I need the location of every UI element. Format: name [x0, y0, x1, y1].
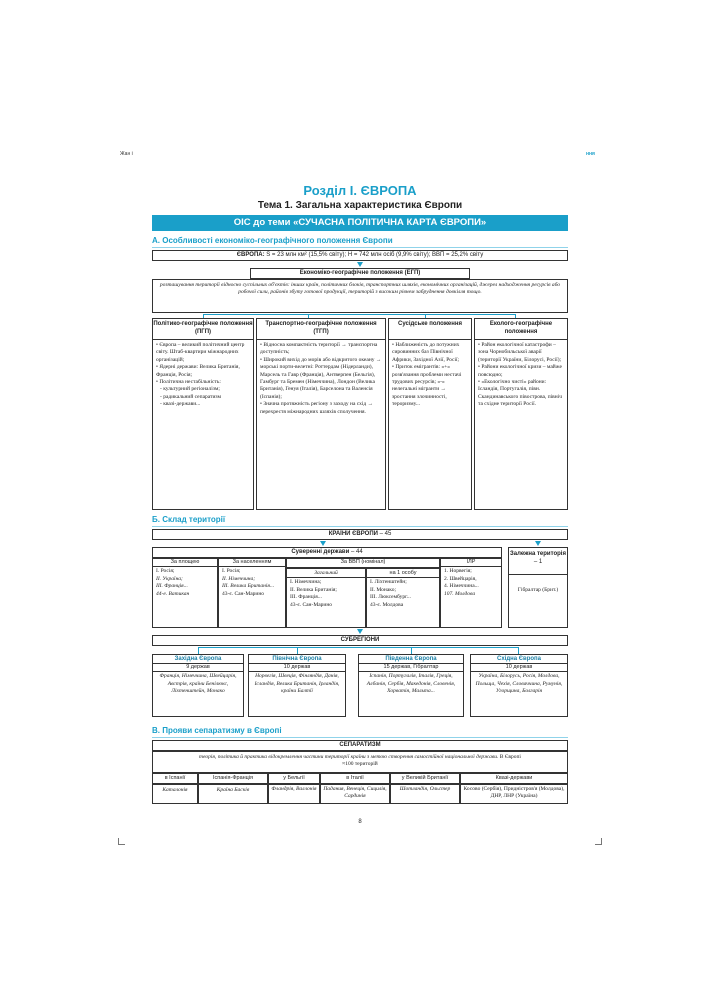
rank-gdp-total-head: Загальний [287, 570, 365, 578]
section-v-heading: В. Прояви сепаратизму в Європі [152, 726, 282, 735]
europe-stats-box [152, 250, 568, 261]
rank-line: III. Франція... [156, 583, 188, 590]
countries-count: – 45 [379, 531, 392, 537]
crop-mark-icon [595, 838, 602, 845]
subregion-name: Південна Європа [359, 655, 463, 664]
rank-line: I. Росія; [222, 568, 241, 575]
subregion-name: Північна Європа [249, 655, 345, 664]
crop-mark-icon [118, 838, 125, 845]
tgp-column [256, 318, 386, 510]
separatism-header-row [152, 773, 568, 784]
sep-header: в Італії [320, 773, 390, 784]
subregion-members: Іспанія, Португалія, Італія, Греція, Албанія, Сербія, Македонія, Словенія, Хорватія, Мальта... [366, 673, 456, 695]
subregion-count: 15 держав, Гібралтар [359, 664, 463, 672]
eco-column [474, 318, 568, 510]
rank-by-population [218, 557, 286, 628]
egp-definition: розташування території відносно суспільних об'єктів: інших країн, політичних блоків, транспортних шляхів, економічних організацій, джерел надходження ресурсів або робочої сили, районів збуту готової продукції, територій з високим рівнем забруднення довкілля тощо. [152, 279, 568, 313]
rank-line: 4. Німеччина... [444, 583, 479, 590]
sep-header: у Бельгії [268, 773, 320, 784]
separatism-definition: теорія, політика й практика відокремлення частини території країни з метою створення самостійної національної держави. [199, 754, 499, 760]
eco-title: Еколого-географічне положення [475, 319, 567, 340]
subregion-members: Норвегія, Швеція, Фінляндія, Данія, Ісландія, Велика Британія, Ірландія, країни Балтії [254, 673, 340, 695]
pgp-item: • Європа – великий політичний центр світу. Штаб-квартири міжнародних організацій; [156, 342, 245, 363]
dependent-header: Залежна територія – 1 [509, 548, 567, 575]
section-title: Розділ I. ЄВРОПА [303, 183, 417, 198]
subregion-members: Франція, Німеччина, Швейцарія, Австрія, країни Бенілюкс, Ліхтенштейн, Монако [159, 673, 237, 695]
neighbour-item: • Наближеність до потужних сировинних баз Північної Африки, Західної Азії, Росії; [392, 342, 460, 363]
connector-line [203, 314, 515, 315]
rank-line: 107. Молдова [444, 590, 476, 597]
rank-line: 43-є. Сан-Марино [222, 590, 265, 597]
subregion-name: Східна Європа [471, 655, 567, 664]
separatism-table [152, 773, 568, 804]
rank-by-area [152, 557, 218, 628]
separatism-value-row [152, 784, 568, 804]
rank-by-area-head: За площею [153, 559, 217, 567]
subregion-members: Україна, Білорусь, Росія, Молдова, Польща, Чехія, Словаччина, Румунія, Угорщина, Болгарія [475, 673, 563, 695]
rank-by-pop-head: За населенням [219, 559, 285, 567]
rank-line: I. Ліхтенштейн; [370, 579, 407, 586]
connector-line [198, 647, 518, 648]
eco-item: • Район екологічної катастрофи – зона Чорнобильської аварії (території України, Білорусі, Росії); [478, 342, 562, 363]
rank-line: II. Велика Британія; [290, 586, 337, 593]
arrow-icon [320, 541, 326, 546]
connector-line [198, 647, 199, 654]
rank-line: 43-є. Молдова [370, 601, 404, 608]
rank-line: II. Україна; [156, 575, 183, 582]
sep-header: Іспанія-Франція [198, 773, 268, 784]
subregion-count: 10 держав [249, 664, 345, 672]
arrow-icon [535, 541, 541, 546]
rank-line: 2. Швейцарія, [444, 575, 477, 582]
sep-header: в Іспанії [152, 773, 198, 784]
pgp-item: • Політична нестабільність: [156, 379, 221, 386]
arrow-icon [357, 629, 363, 634]
connector-line [297, 647, 298, 654]
sep-value: Каталонія [152, 784, 198, 804]
rank-gdp-pc-head: на 1 особу [367, 570, 439, 578]
topic-banner: ОІС до теми «СУЧАСНА ПОЛІТИЧНА КАРТА ЄВРОПИ» [152, 215, 568, 231]
pgp-item: - квазі-держави... [160, 401, 201, 408]
tgp-item: • Значна протяжність регіону з заходу на схід → перехрестя міжнародних шляхів сполучення. [260, 401, 374, 415]
tgp-item: • Широкий вихід до морів або відкритого океану → морські порти-велетні: Роттердам (Нідерланди), Марсель та Гавр (Франція), Антверпен (Бельгія), Гамбург та Бремен (Німеччина), Лондон (Велика Британія), Генуя (Італія), Барселона та Валенсія (Іспанія); [260, 356, 382, 400]
subregion-count: 10 держав [471, 664, 567, 672]
connector-line [411, 647, 412, 654]
sep-value: Фландрія, Валлонія [268, 784, 320, 804]
sep-value: Косово (Сербія), Придністров'я (Молдова), ДНР, ЛНР (Україна) [460, 784, 568, 804]
rank-line: II. Німеччина; [222, 575, 256, 582]
rank-line: 1. Норвегія; [444, 568, 472, 575]
arrow-icon [357, 262, 363, 267]
rank-gdp-per-capita [366, 568, 440, 628]
separatism-definition-box [152, 751, 568, 773]
tgp-title: Транспортно-географічне положення (ТГП) [257, 319, 385, 340]
subregion-name: Західна Європа [153, 655, 243, 664]
section-b-heading: Б. Склад території [152, 515, 226, 524]
subregions-header: СУБРЕГІОНИ [152, 635, 568, 646]
dependent-box [508, 547, 568, 628]
subregion-north [248, 654, 346, 717]
egp-title: Економіко-географічне положення (ЕГП) [250, 268, 470, 279]
pgp-item: - культурний регіоналізм; [160, 386, 220, 393]
europe-stats-text: S = 23 млн км² (15,5% світу); Н = 742 млн осіб (9,9% світу); ВВП = 25,2% світу [266, 252, 484, 258]
rank-line: 43-є. Сан-Марино [290, 601, 333, 608]
topic-title: Тема 1. Загальна характеристика Європи [257, 200, 463, 211]
europe-stats-label: ЄВРОПА: [236, 252, 265, 258]
sep-value: Країна Басків [198, 784, 268, 804]
rank-line: III. Франція... [290, 594, 322, 601]
sep-value: Падания, Венеція, Сицилія, Сардинія [320, 784, 390, 804]
connector-line [518, 647, 519, 654]
sep-value: Шотландія, Ольстер [390, 784, 460, 804]
subregion-east [470, 654, 568, 717]
running-header-left: Жан і [120, 151, 133, 157]
pgp-title: Політико-географічне положення (ПГП) [153, 319, 253, 340]
subregion-west [152, 654, 244, 717]
rank-line: I. Німеччина; [290, 579, 322, 586]
rank-line: 44-е. Ватикан [156, 590, 190, 597]
page-number: 8 [358, 819, 362, 825]
sep-header: Квазі-держави [460, 773, 568, 784]
pgp-item: • Ядерні держави: Велика Британія, Франція, Росія; [156, 364, 240, 378]
eco-item: • «Екологічно чисті» райони: Ісландія, Португалія, півн. Скандинавського півострова, північ та східне території Росії. [478, 379, 563, 408]
separatism-title: СЕПАРАТИЗМ [152, 740, 568, 751]
running-header-right: ння [586, 151, 595, 157]
section-a-rule [152, 247, 568, 248]
rank-line: II. Монако; [370, 586, 396, 593]
rank-line: III. Люксембург... [370, 594, 411, 601]
pgp-column [152, 318, 254, 510]
section-v-rule [152, 737, 568, 738]
section-a-heading: А. Особливості економіко-географічного положення Європи [152, 236, 393, 245]
neighbour-item: • Приток емігрантів: «+» розв'язання проблеми нестачі трудових ресурсів; «-» нелегальні мігранти → зростання злочинності, тероризму... [392, 364, 462, 408]
sep-header: у Великій Британії [390, 773, 460, 784]
dependent-value: Гібралтар (Брит.) [517, 587, 559, 593]
rank-gdp-total [286, 568, 366, 628]
pgp-item: - радикальний сепаратизм [160, 393, 221, 400]
countries-box [152, 529, 568, 540]
rank-hdi-head: ІЛР [441, 559, 501, 567]
subregion-south [358, 654, 464, 717]
countries-label: КРАЇНИ ЄВРОПИ [328, 531, 378, 537]
neighbour-column [388, 318, 472, 510]
neighbour-title: Сусідське положення [389, 319, 471, 340]
separatism-note: В Європі ≈100 територій [342, 754, 521, 768]
rank-line: I. Росія; [156, 568, 175, 575]
subregion-count: 9 держав [153, 664, 243, 672]
rank-line: III. Велика Британія... [222, 583, 275, 590]
rank-hdi [440, 557, 502, 628]
tgp-item: • Відносна компактність території → транспортна доступність; [260, 342, 378, 356]
section-b-rule [152, 526, 568, 527]
sovereign-header: Суверенні держави – 44 [153, 548, 501, 559]
rank-by-gdp-head: За ВВП (номінал) [286, 557, 440, 568]
eco-item: • Райони екологічної кризи – майже повсюдно; [478, 364, 562, 378]
